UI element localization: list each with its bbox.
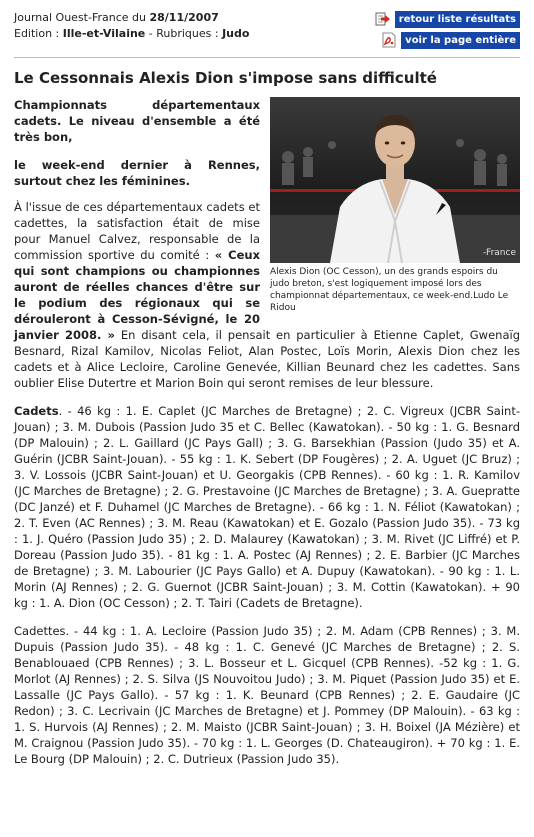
athlete-photo [270, 97, 520, 263]
article-title: Le Cessonnais Alexis Dion s'impose sans difficulté [14, 69, 437, 87]
rubric-name: Judo [222, 27, 250, 40]
cadettes-results: Cadettes. - 44 kg : 1. A. Lecloire (Passion Judo 35) ; 2. M. Adam (CPB Rennes) ; 3. M. Dupuis (Passion Judo 35). - 48 kg : 1. C. Genevé (JC Marches de Bretagne) ; 2. S. Benablouaed (CPB Rennes) ; 3. L. Bosseur et L. Gicquel (CPB Rennes). -52 kg : 1. G. Morlot (AJ Rennes) ; 2. S. Silva (JS Nouvoitou Judo) ; 3. M. Piquet (Passion Judo 35) et E. Lassalle (JC Pays Gallo). - 57 kg : 1. K. Beunard (CPB Rennes) ; 2. E. Gaudaire (JC Redon) ; 3. C. Lecrivain (JC Marches de Bretagne) et J. Pommey (DP Malouin). - 63 kg : 1. S. Hurvois (AJ Rennes) ; 2. M. Maisto (JCBR Saint-Jouan) ; 3. H. Boixel (JA Mézière) et M. Craignou (Passion Judo 35). - 70 kg : 1. L. Georges (D. Chateaugiron). + 70 kg : 1. E. Le Bourg (DP Malouin) ; 2. C. Dutrieux (Passion Judo 35). [14, 624, 520, 766]
cadets-results [14, 403, 520, 611]
intro-start: À l'issue de ces départementaux cadets et cadettes, la satisfaction était de mise pour Manuel Calvez, responsable de la commission sportive du comité : [14, 200, 260, 262]
back-to-results-button[interactable] [374, 10, 520, 28]
publication-date: 28/11/2007 [149, 11, 219, 24]
list-back-icon [375, 11, 391, 27]
rubric-prefix: - Rubriques : [145, 27, 223, 40]
back-to-results-label: retour liste résultats [395, 11, 520, 28]
edition-name: Ille-et-Vilaine [62, 27, 146, 40]
action-buttons [374, 10, 520, 52]
photo-figure [270, 97, 520, 314]
header-divider [14, 57, 520, 58]
photo-credit: -France [482, 248, 516, 258]
intro-quote: « Ceux qui sont champions ou championnes auront de réelles chances d'être sur le podium des régionaux qui se dérouleront à Cesson-Sévigné, le 20 janvier 2008. » [14, 248, 260, 342]
view-full-page-label: voir la page entière [401, 32, 520, 49]
judoka-illustration [270, 97, 520, 263]
lead-paragraph-1: Championnats départementaux cadets. Le niveau d'ensemble a été très bon, [14, 98, 260, 144]
article-body [14, 97, 520, 779]
source-prefix: Journal Ouest-France du [14, 11, 150, 24]
view-full-page-button[interactable] [374, 31, 520, 49]
intro-end: En disant cela, il pensait en particulier à Etienne Caplet, Gwenaïg Besnard, Rizal Kamilov, Nicolas Feliot, Alan Postec, Loïs Morin, Alexis Dion chez les cadets et à Alice Lecloire, Caroline Genevée, Killian Beunard chez les cadettes. Sans oublier Elise Dutertre et Marion Boin qui seront remises de leur blessure. [14, 328, 520, 390]
photo-caption: Alexis Dion (OC Cesson), un des grands espoirs du judo breton, s'est logiquement imposé lors des championnat départementaux, ce week-end.Ludo Le Ridou [270, 267, 509, 313]
lead-paragraph-2: le week-end dernier à Rennes, surtout chez les féminines. [14, 158, 260, 188]
edition-prefix: Edition : [14, 27, 63, 40]
pdf-icon [381, 32, 397, 48]
article-header [14, 10, 520, 50]
cadets-label: Cadets [14, 404, 59, 418]
cadets-text: . - 46 kg : 1. E. Caplet (JC Marches de Bretagne) ; 2. C. Vigreux (JCBR Saint-Jouan) ; 3. M. Dubois (Passion Judo 35 et C. Bellec (Kawatokan). - 50 kg : 1. G. Besnard (DP Malouin) ; 2. L. Gaillard (JC Pays Gall) ; 3. G. Barsekhian (Passion (Judo 35) et A. Guérin (JCBR Saint-Jouan). - 55 kg : 1. K. Sebert (DP Fougères) ; 2. A. Uguet (JC Bruz) ; 3. V. Lossois (JCBR Saint-Jouan) et U. Georgakis (CPB Rennes). - 60 kg : 1. R. Kamilov (JC Marches de Bretagne) ; 2. G. Prestavoine (JC Marches de Bretagne) ; 3. A. Gueprattе (DC Janzé) et F. Duhamel (JC Marches de Bretagne). - 66 kg : 1. N. Féliot (Kawatokan) ; 2. T. Even (AC Rennes) ; 3. M. Reau (Kawatokan) et E. Gozalo (Passion Judo 35). - 73 kg : 1. J. Quéro (Passion Judo 35) ; 2. D. Malaurey (Kawatokan) ; 3. M. Rivet (JC Liffré) et P. Doreau (Passion Judo 35). - 81 kg : 1. A. Postec (AJ Rennes) ; 2. E. Barbier (JC Marches de Bretagne) ; 3. M. Labourier (JC Pays Gallo) et A. Dupuy (Kawatokan). - 90 kg : 1. L. Morin (AJ Rennes) ; 2. G. Guernot (JCBR Saint-Jouan) ; 3. M. Cottin (Kawatokan). + 90 kg : 1. A. Dion (OC Cesson) ; 2. T. Tairi (Cadets de Bretagne). [14, 404, 520, 610]
